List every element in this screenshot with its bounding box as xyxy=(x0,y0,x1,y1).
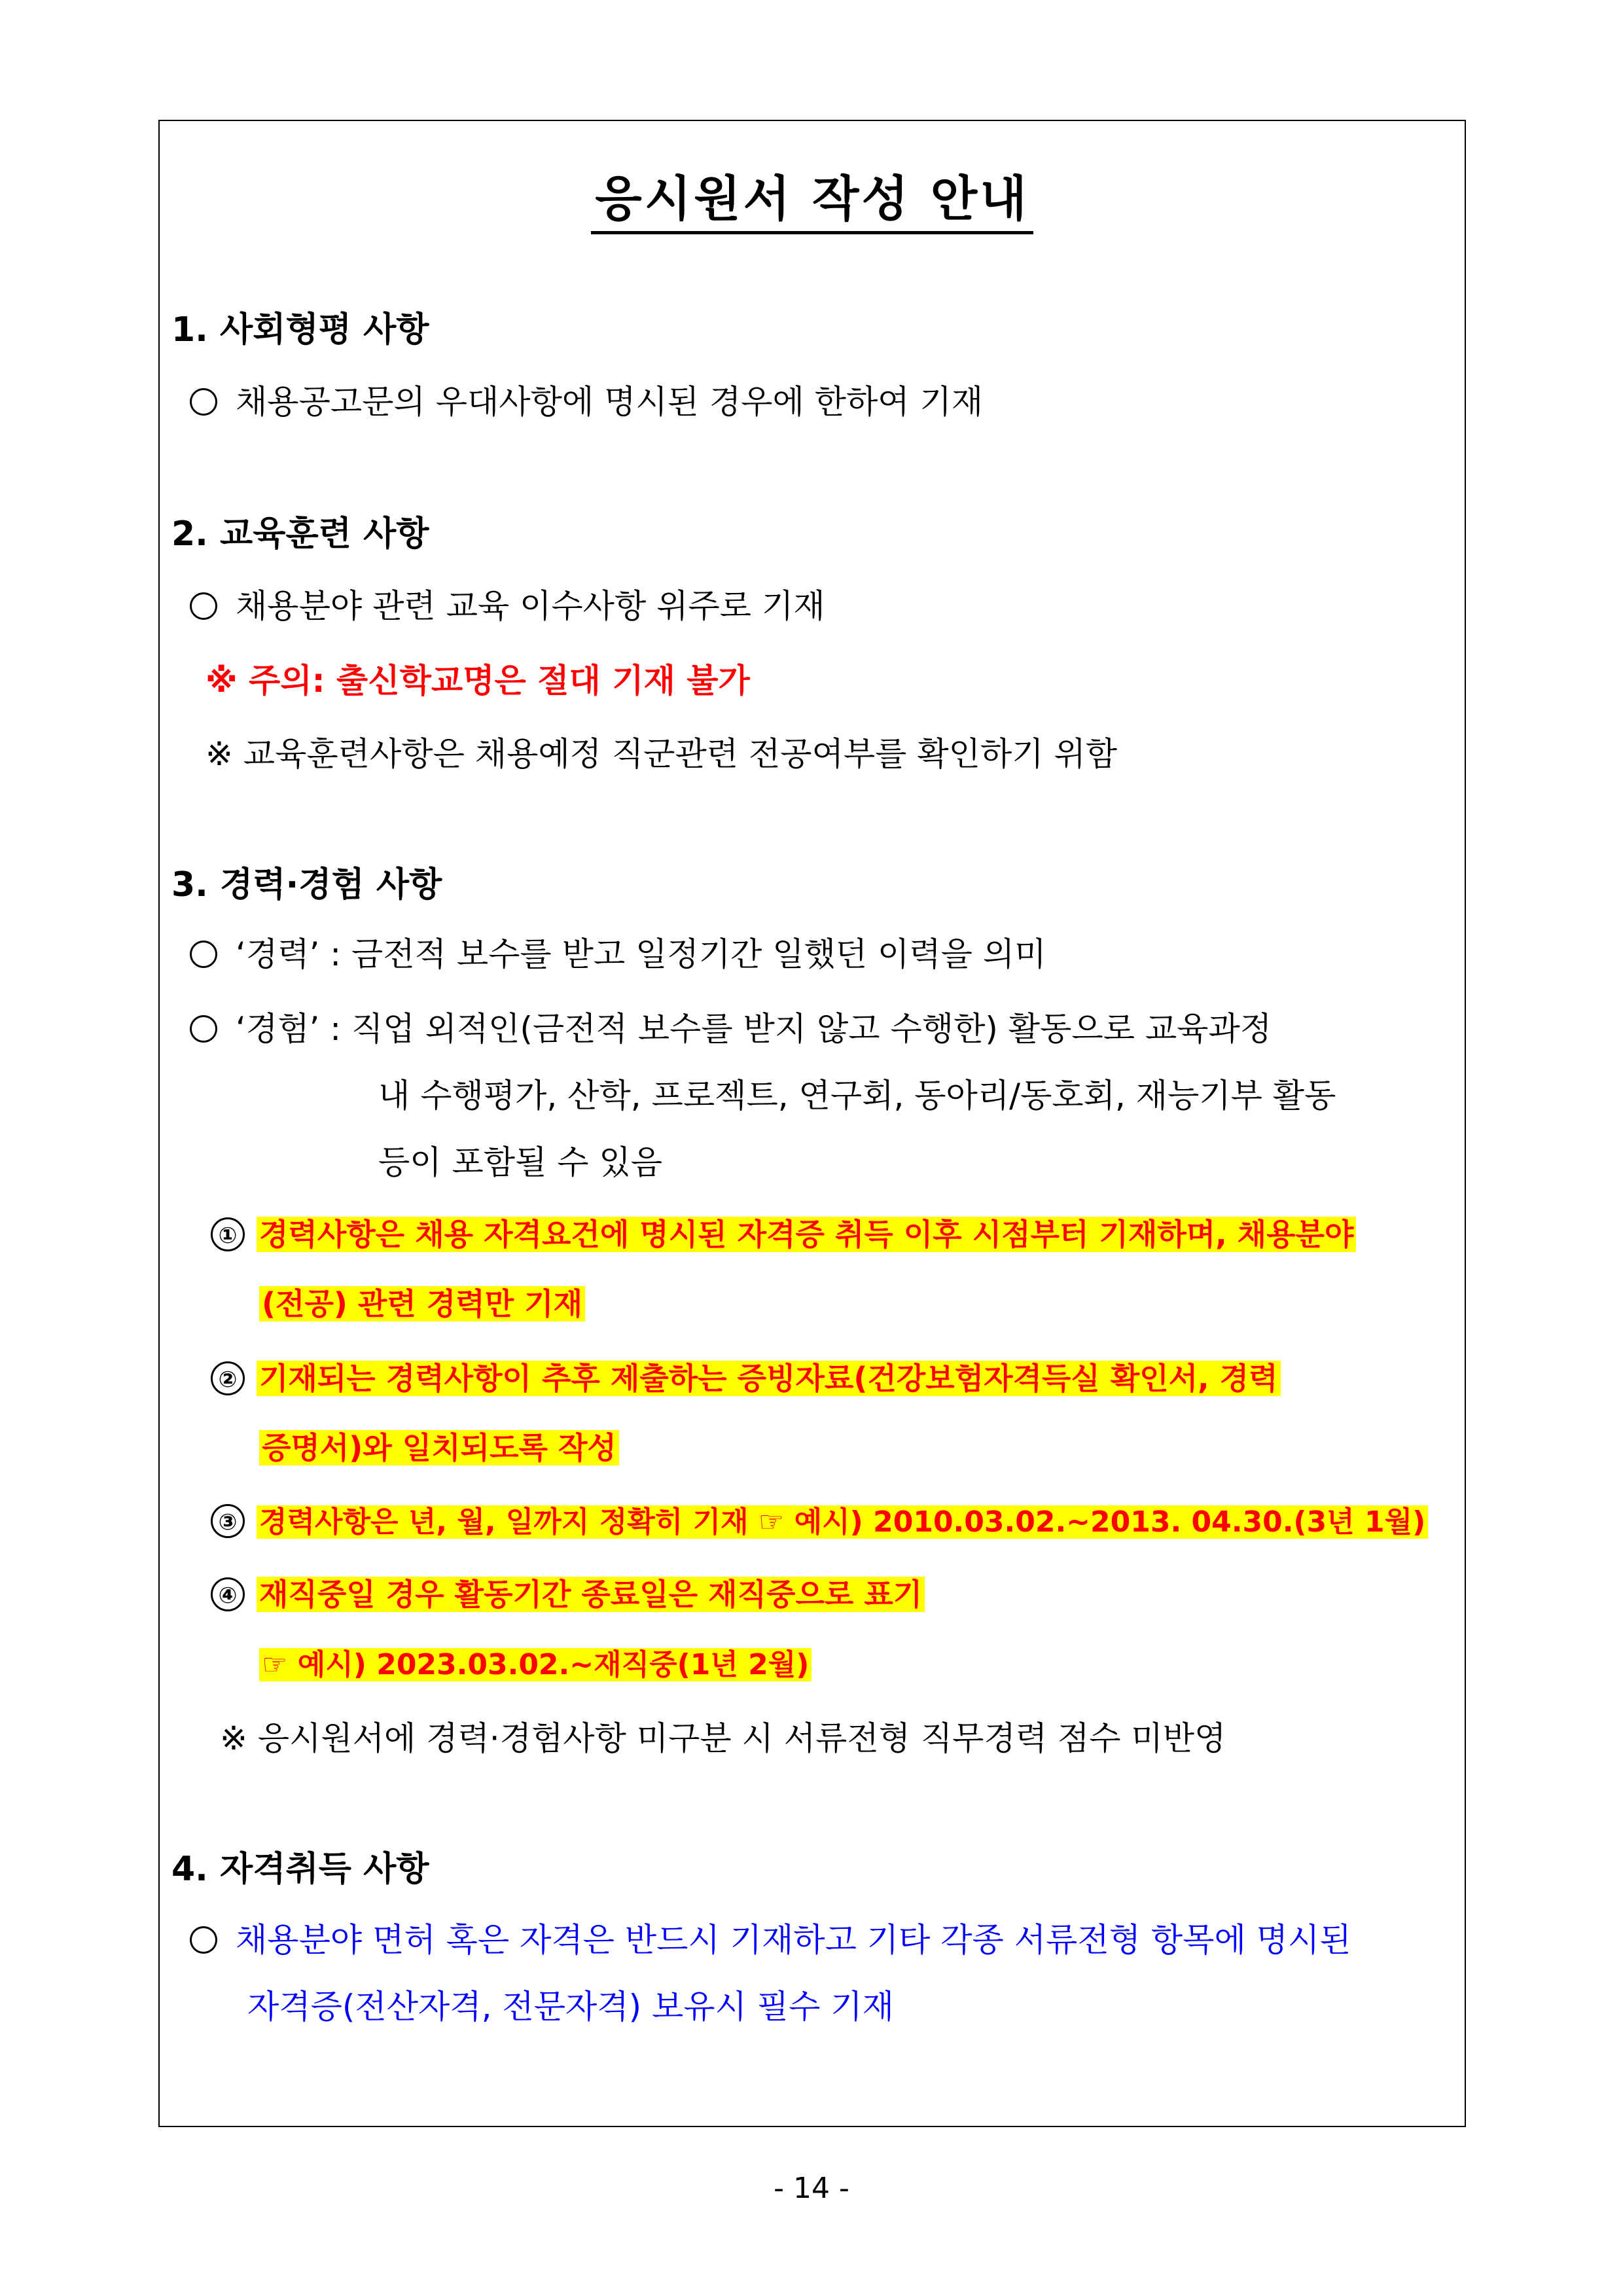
rule-1: ① 경력사항은 채용 자격요건에 명시된 자격증 취득 이후 시점부터 기재하며, 채용분야 xyxy=(211,1211,1356,1258)
section-3-heading: 3. 경력·경험 사항 xyxy=(171,865,442,905)
circle-bullet-icon xyxy=(190,1015,217,1043)
page-title: 응시원서 작성 안내 xyxy=(160,160,1465,230)
section-3-item-career: ‘경력’ : 금전적 보수를 받고 일정기간 일했던 이력을 의미 xyxy=(190,931,1046,978)
section-2-heading: 2. 교육훈련 사항 xyxy=(171,514,429,554)
rule-3: ③ 경력사항은 년, 월, 일까지 정확히 기재 ☞ 예시) 2010.03.02.~2013. 04.30.(3년 1월) xyxy=(211,1499,1428,1546)
section-2-warning: ※ 주의: 출신학교명은 절대 기재 불가 xyxy=(205,662,750,700)
rule-4: ④ 재직중일 경우 활동기간 종료일은 재직중으로 표기 xyxy=(211,1571,925,1618)
section-4-item-cont: 자격증(전산자격, 전문자격) 보유시 필수 기재 xyxy=(247,1988,894,2026)
circled-number-1: ① xyxy=(211,1217,245,1251)
section-4-item: 채용분야 면허 혹은 자격은 반드시 기재하고 기타 각종 서류전형 항목에 명시된 xyxy=(190,1916,1351,1964)
circle-bullet-icon xyxy=(190,388,217,416)
circle-bullet-icon xyxy=(190,941,217,968)
section-4-heading: 4. 자격취득 사항 xyxy=(171,1850,429,1889)
circled-number-3: ③ xyxy=(211,1504,245,1538)
section-1-heading: 1. 사회형평 사항 xyxy=(171,310,429,350)
page-number: - 14 - xyxy=(774,2172,849,2205)
circle-bullet-icon xyxy=(190,1926,217,1954)
rule-2-cont: 증명서)와 일치되도록 작성 xyxy=(259,1424,619,1471)
section-1-item: 채용공고문의 우대사항에 명시된 경우에 한하여 기재 xyxy=(190,378,983,425)
section-3-item-experience: ‘경험’ : 직업 외적인(금전적 보수를 받지 않고 수행한) 활동으로 교육과정 xyxy=(190,1005,1272,1052)
rule-1-cont: (전공) 관련 경력만 기재 xyxy=(259,1280,585,1327)
rule-4-cont: ☞ 예시) 2023.03.02.~재직중(1년 2월) xyxy=(259,1641,812,1689)
section-2-note: ※ 교육훈련사항은 채용예정 직군관련 전공여부를 확인하기 위함 xyxy=(205,735,1118,773)
rule-2: ② 기재되는 경력사항이 추후 제출하는 증빙자료(건강보험자격득실 확인서, 경력 xyxy=(211,1355,1281,1402)
circled-number-2: ② xyxy=(211,1361,245,1395)
circle-bullet-icon xyxy=(190,592,217,620)
circled-number-4: ④ xyxy=(211,1577,245,1611)
section-3-item-experience-cont: 등이 포함될 수 있음 xyxy=(378,1143,663,1181)
section-3-item-experience-cont: 내 수행평가, 산학, 프로젝트, 연구회, 동아리/동호회, 재능기부 활동 xyxy=(378,1077,1336,1115)
section-2-item: 채용분야 관련 교육 이수사항 위주로 기재 xyxy=(190,583,825,630)
section-3-note: ※ 응시원서에 경력·경험사항 미구분 시 서류전형 직무경력 점수 미반영 xyxy=(220,1719,1226,1757)
